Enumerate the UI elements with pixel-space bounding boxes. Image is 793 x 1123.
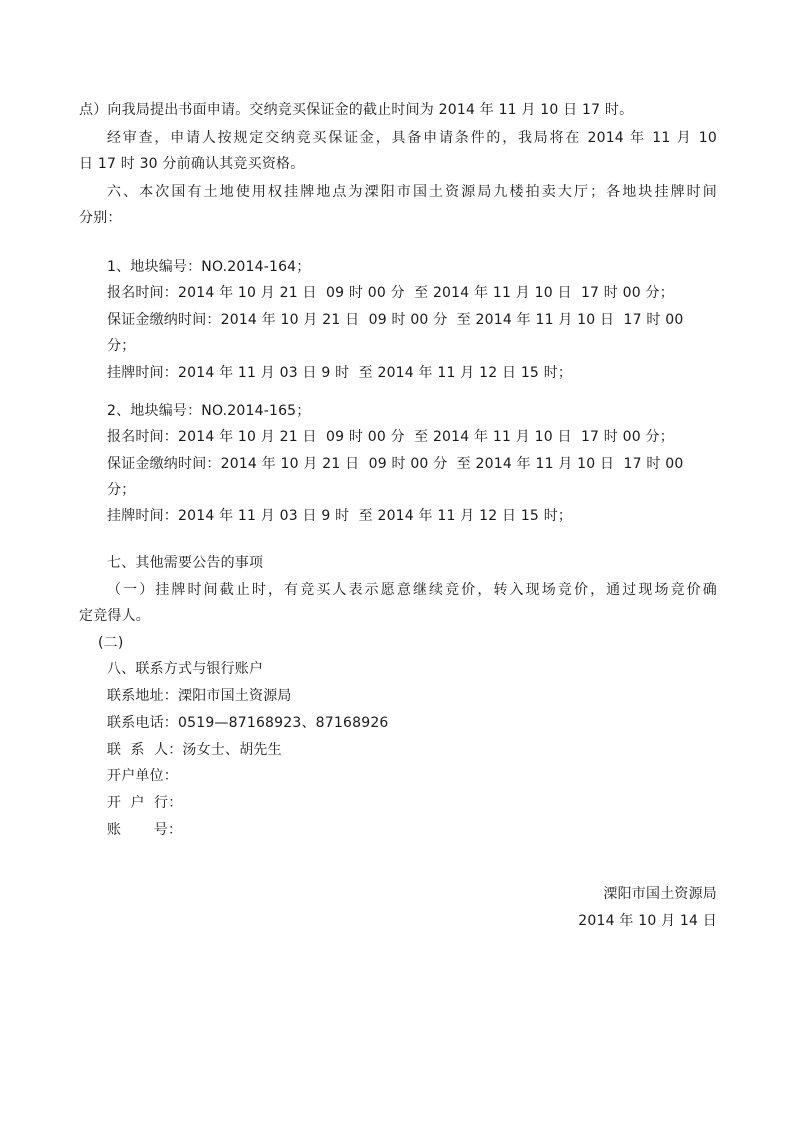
contact-person: 联 系 人：汤女士、胡先生 [107,742,282,758]
contact-phone: 联系电话：0519—87168923、87168926 [107,715,389,731]
parcel-2-registration-time: 报名时间：2014 年 10 月 21 日 09 时 00 分 至 2014 年 11 月 10 日 17 时 00 分； [107,429,674,445]
parcel-2-deposit-time-cont: 分； [107,482,136,498]
parcel-2-deposit-time: 保证金缴纳时间：2014 年 10 月 21 日 09 时 00 分 至 2014 年 11 月 10 日 17 时 00 [107,456,684,472]
section-seven-heading: 七、其他需要公告的事项 [107,555,264,571]
account-holder: 开户单位： [107,768,178,784]
bank-name: 开 户 行： [107,795,183,811]
section-six-heading: 六、本次国有土地使用权挂牌地点为溧阳市国土资源局九楼拍卖大厅；各地块挂牌时间 [107,184,717,200]
account-number: 账 号： [107,822,183,838]
section-six-heading-cont: 分别： [79,210,122,226]
issuer-name: 溧阳市国土资源局 [603,886,717,902]
review-line-cont: 日 17 时 30 分前确认其竞买资格。 [79,156,305,172]
parcel-1-deposit-time-cont: 分； [107,338,136,354]
review-line: 经审查，申请人按规定交纳竞买保证金，具备申请条件的，我局将在 2014 年 11 月 10 [107,130,717,146]
section-eight-heading: 八、联系方式与银行账户 [107,661,264,677]
parcel-2-number: 2、地块编号：NO.2014-165； [107,403,311,419]
section-seven-item-2: (二) [98,635,124,651]
parcel-1-registration-time: 报名时间：2014 年 10 月 21 日 09 时 00 分 至 2014 年 11 月 10 日 17 时 00 分； [107,285,674,301]
contact-address: 联系地址：溧阳市国土资源局 [107,688,292,704]
parcel-1-number: 1、地块编号：NO.2014-164； [107,259,311,275]
issue-date: 2014 年 10 月 14 日 [578,913,717,929]
deadline-line: 点）向我局提出书面申请。交纳竞买保证金的截止时间为 2014 年 11 月 10 日 17 时。 [79,102,634,118]
parcel-2-listing-time: 挂牌时间：2014 年 11 月 03 日 9 时 至 2014 年 11 月 12 日 15 时； [107,508,573,524]
section-seven-item-1: （一）挂牌时间截止时，有竞买人表示愿意继续竞价，转入现场竞价，通过现场竞价确 [107,582,717,598]
parcel-1-listing-time: 挂牌时间：2014 年 11 月 03 日 9 时 至 2014 年 11 月 12 日 15 时； [107,365,573,381]
parcel-1-deposit-time: 保证金缴纳时间：2014 年 10 月 21 日 09 时 00 分 至 2014 年 11 月 10 日 17 时 00 [107,312,684,328]
section-seven-item-1-cont: 定竞得人。 [79,608,150,624]
